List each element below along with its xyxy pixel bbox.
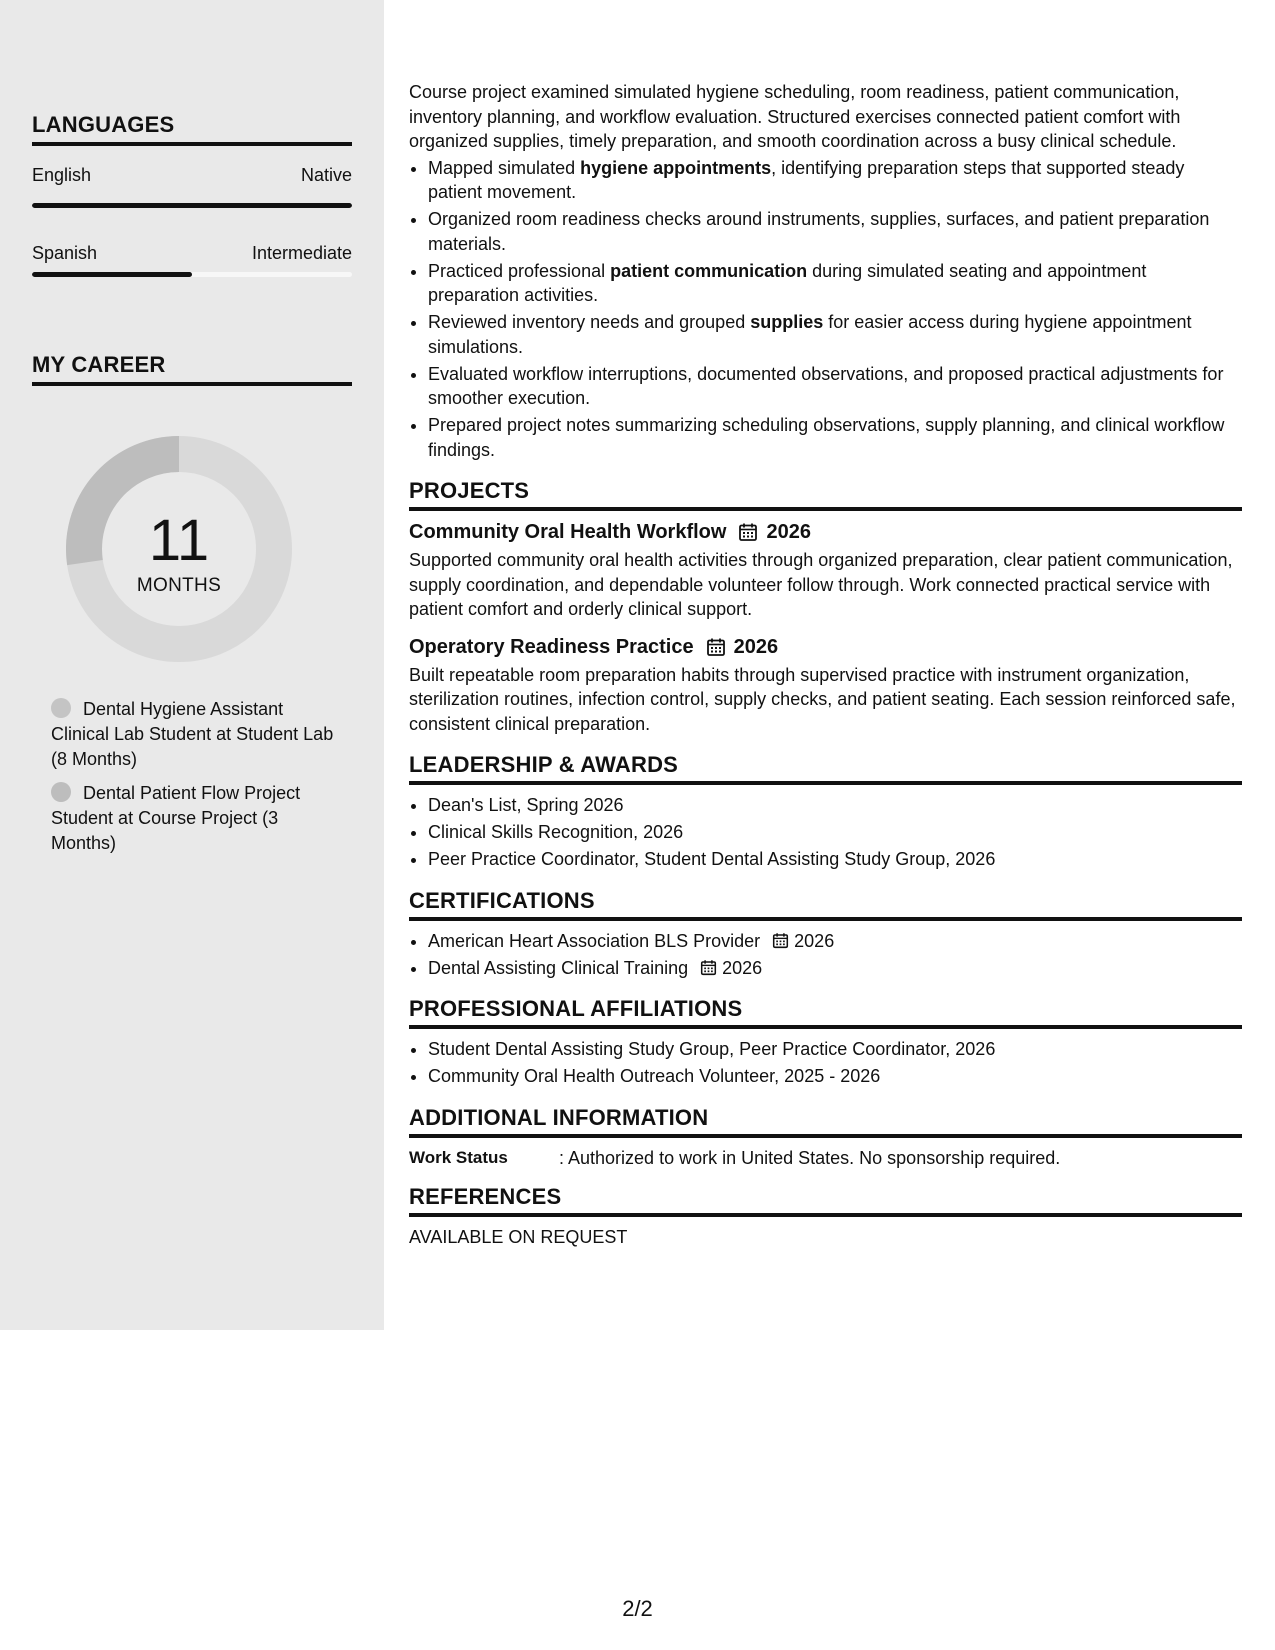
bullet-text: Evaluated workflow interruptions, documented observations, and proposed practical adjustments for smoother execution. (428, 363, 1224, 408)
certification-name: American Heart Association BLS Provider (428, 930, 761, 951)
work-status-value: : Authorized to work in United States. No sponsorship required. (559, 1147, 1061, 1168)
affiliation-item: • Student Dental Assisting Study Group, Peer Practice Coordinator, 2026 (428, 1037, 1242, 1062)
bullet-text: for easier access during hygiene appointment simulations. (428, 312, 1192, 357)
references-heading: REFERENCES (409, 1184, 1242, 1217)
bullet-bold: patient communication (610, 260, 808, 281)
calendar-icon (772, 932, 789, 949)
career-item-text: Dental Hygiene Assistant Clinical Lab Student at Student Lab (8 Months) (51, 699, 334, 769)
certification-year: 2026 (722, 957, 763, 978)
career-donut-chart (66, 436, 292, 662)
work-status-label: Work Status (409, 1147, 508, 1167)
leadership-heading: LEADERSHIP & AWARDS (409, 752, 1242, 785)
language-level: Intermediate (251, 243, 352, 263)
project-title-row (409, 634, 1242, 660)
certification-name: Dental Assisting Clinical Training (428, 957, 689, 978)
career-item (51, 781, 341, 856)
legend-dot-icon (51, 782, 71, 802)
main-content (409, 80, 1242, 1250)
donut-center (66, 436, 292, 662)
career-total-value: 11 (148, 508, 210, 573)
projects-heading: PROJECTS (409, 478, 1242, 511)
bullet-text: Reviewed inventory needs and grouped (428, 312, 751, 332)
page-number: 2/2 (622, 1596, 653, 1621)
affiliations-heading: PROFESSIONAL AFFILIATIONS (409, 996, 1242, 1029)
career-total-unit: MONTHS (136, 575, 222, 596)
language-name: Spanish (32, 243, 98, 263)
work-status-row (409, 1146, 1242, 1171)
language-level: Native (300, 165, 352, 185)
bullet-item (428, 259, 1242, 308)
project-title-row (409, 519, 1242, 545)
language-bar-fill (32, 203, 352, 208)
experience-intro: Course project examined simulated hygiene scheduling, room readiness, patient communication, inventory planning, and workflow evaluation. Structured exercises connected patient comfort with organized supplies, timely preparation, and smooth coordination across a busy clinical schedule. (409, 82, 1181, 151)
calendar-icon (738, 522, 758, 542)
sidebar (0, 0, 384, 1330)
bullet-item (428, 413, 1242, 462)
additional-info-heading: ADDITIONAL INFORMATION (409, 1105, 1242, 1138)
bullet-text: , identifying preparation steps that supported steady patient movement. (428, 157, 1185, 202)
affiliation-item: • Community Oral Health Outreach Volunteer, 2025 - 2026 (428, 1064, 1242, 1089)
bullet-text: Mapped simulated (428, 157, 581, 178)
bullet-text: Prepared project notes summarizing scheduling observations, supply planning, and clinical workflow findings. (428, 415, 1225, 460)
calendar-icon (700, 959, 717, 976)
references-text: AVAILABLE ON REQUEST (409, 1227, 628, 1247)
project-year: 2026 (733, 635, 779, 658)
certification-item (428, 956, 1242, 981)
language-name: English (32, 165, 92, 185)
language-bar-english (32, 203, 352, 208)
career-item-text: Dental Patient Flow Project Student at Course Project (3 Months) (51, 783, 301, 853)
language-bar-fill (32, 272, 192, 277)
leadership-item: • Dean's List, Spring 2026 (428, 793, 1242, 818)
project-title: Operatory Readiness Practice (409, 635, 694, 658)
bullet-text: during simulated seating and appointment preparation activities. (428, 260, 1147, 305)
bullet-item (428, 310, 1242, 359)
bullet-item (428, 156, 1242, 205)
bullet-item (428, 362, 1242, 411)
bullet-text: Organized room readiness checks around instruments, supplies, surfaces, and patient preparation materials. (428, 209, 1210, 254)
leadership-list (409, 793, 1242, 872)
certifications-list (409, 929, 1242, 981)
bullet-bold: supplies (750, 312, 824, 332)
calendar-icon (706, 637, 726, 657)
bullet-bold: hygiene appointments (580, 157, 772, 178)
language-row-english (32, 164, 352, 186)
project-description: Built repeatable room preparation habits through supervised practice with instrument organization, sterilization routines, infection control, supply checks, and patient seating. Each session reinforced safe, consistent clinical preparation. (409, 664, 1236, 734)
certifications-heading: CERTIFICATIONS (409, 888, 1242, 921)
legend-dot-icon (51, 698, 71, 718)
career-list (51, 697, 341, 865)
bullet-text: Practiced professional (428, 260, 611, 281)
project-description: Supported community oral health activities through organized preparation, clear patient communication, supply coordination, and dependable volunteer follow through. Work connected practical service with patient comfort and orderly clinical support. (409, 550, 1233, 619)
experience-bullets (409, 156, 1242, 463)
project-year: 2026 (766, 521, 811, 543)
leadership-item: • Peer Practice Coordinator, Student Dental Assisting Study Group, 2026 (428, 847, 1242, 872)
affiliations-list (409, 1037, 1242, 1089)
bullet-item (428, 207, 1242, 256)
career-item (51, 697, 341, 772)
leadership-item: • Clinical Skills Recognition, 2026 (428, 820, 1242, 845)
languages-heading: LANGUAGES (32, 112, 352, 146)
language-bar-spanish (32, 272, 352, 277)
certification-item (428, 929, 1242, 954)
project-title: Community Oral Health Workflow (409, 521, 727, 543)
certification-year: 2026 (794, 930, 835, 951)
career-heading: MY CAREER (32, 352, 352, 386)
language-row-spanish (32, 242, 352, 264)
